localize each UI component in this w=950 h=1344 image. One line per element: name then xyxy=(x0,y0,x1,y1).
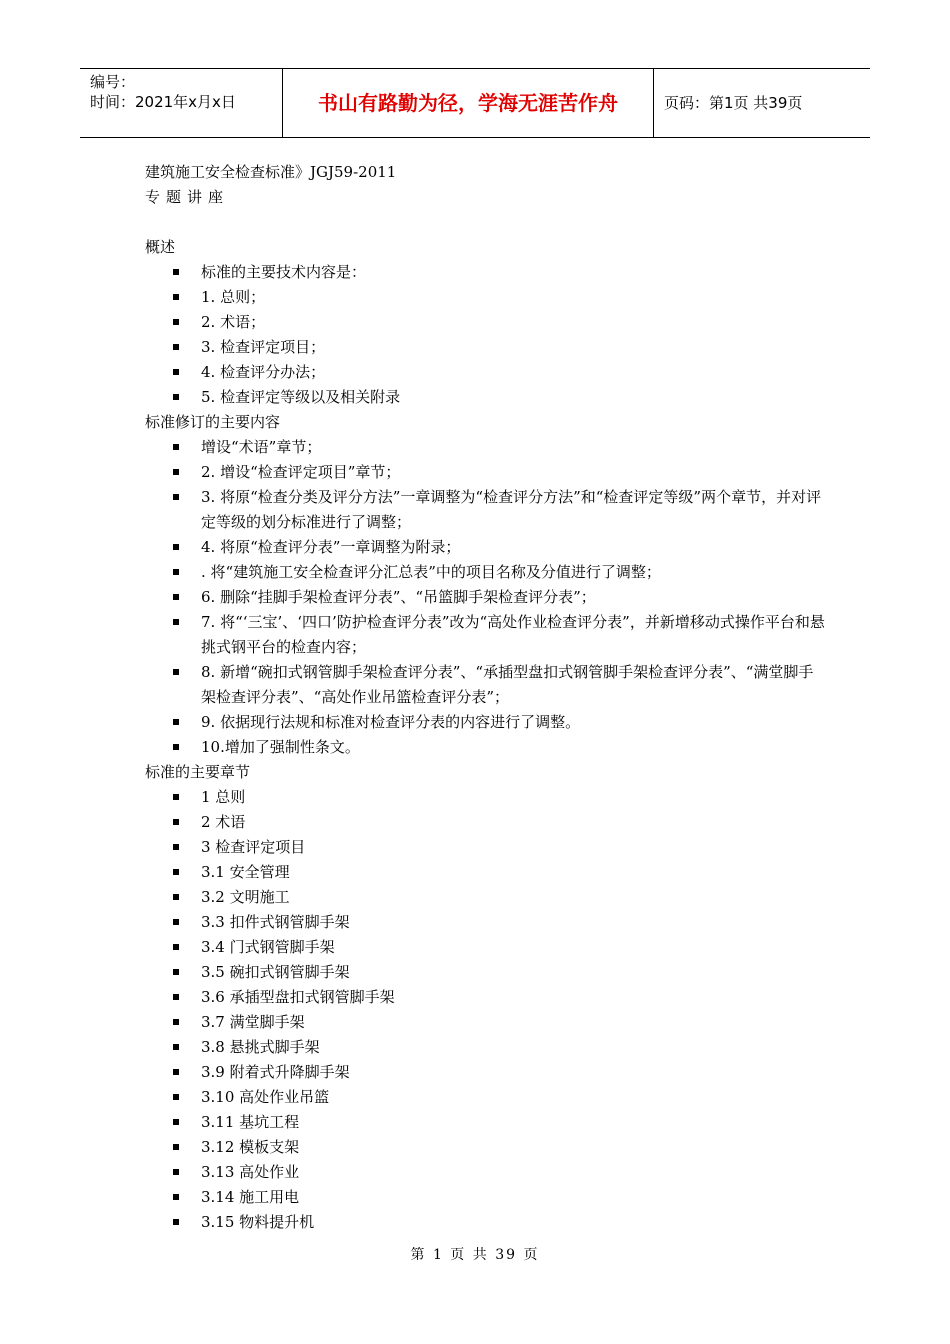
list-item: 3.3 扣件式钢管脚手架 xyxy=(145,910,825,935)
list-item: 3. 检查评定项目； xyxy=(145,335,825,360)
bullet-list xyxy=(145,785,825,1235)
bullet-list xyxy=(145,435,825,760)
list-item: 3.9 附着式升降脚手架 xyxy=(145,1060,825,1085)
list-item: 3.2 文明施工 xyxy=(145,885,825,910)
list-item: 3.15 物料提升机 xyxy=(145,1210,825,1235)
document-subtitle: 专题讲座 xyxy=(145,188,230,206)
list-item: . 将“建筑施工安全检查评分汇总表”中的项目名称及分值进行了调整； xyxy=(145,560,825,585)
list-item: 4. 将原“检查评分表”一章调整为附录； xyxy=(145,535,825,560)
list-item: 3.10 高处作业吊篮 xyxy=(145,1085,825,1110)
list-item: 9. 依据现行法规和标准对检查评分表的内容进行了调整。 xyxy=(145,710,825,735)
page-header xyxy=(80,68,870,138)
header-motto: 书山有路勤为径，学海无涯苦作舟 xyxy=(282,69,654,137)
section-heading: 概述 xyxy=(145,238,176,256)
list-item: 3.6 承插型盘扣式钢管脚手架 xyxy=(145,985,825,1010)
list-item: 5. 检查评定等级以及相关附录 xyxy=(145,385,825,410)
list-item: 8. 新增“碗扣式钢管脚手架检查评分表”、“承插型盘扣式钢管脚手架检查评分表”、“满堂脚手架检查评分表”、“高处作业吊篮检查评分表”； xyxy=(145,660,825,710)
page-footer: 第 1 页 共 39 页 xyxy=(410,1247,540,1263)
list-item: 1 总则 xyxy=(145,785,825,810)
section-heading: 标准的主要章节 xyxy=(145,763,251,781)
list-item: 6. 删除“挂脚手架检查评分表”、“吊篮脚手架检查评分表”； xyxy=(145,585,825,610)
list-item: 10.增加了强制性条文。 xyxy=(145,735,825,760)
list-item: 3.5 碗扣式钢管脚手架 xyxy=(145,960,825,985)
list-item: 3.12 模板支架 xyxy=(145,1135,825,1160)
list-item: 7. 将“‘三宝’、‘四口’防护检查评分表”改为“高处作业检查评分表”，并新增移动式操作平台和悬挑式钢平台的检查内容； xyxy=(145,610,825,660)
list-item: 3.7 满堂脚手架 xyxy=(145,1010,825,1035)
list-item: 3.4 门式钢管脚手架 xyxy=(145,935,825,960)
list-item: 3.13 高处作业 xyxy=(145,1160,825,1185)
list-item: 2. 增设“检查评定项目”章节； xyxy=(145,460,825,485)
list-item: 3.11 基坑工程 xyxy=(145,1110,825,1135)
list-item: 3. 将原“检查分类及评分方法”一章调整为“检查评分方法”和“检查评定等级”两个章节，并对评定等级的划分标准进行了调整； xyxy=(145,485,825,535)
list-item: 2. 术语； xyxy=(145,310,825,335)
bullet-list xyxy=(145,260,825,410)
list-item: 增设“术语”章节； xyxy=(145,435,825,460)
document-body xyxy=(145,160,825,1235)
list-item: 4. 检查评分办法； xyxy=(145,360,825,385)
document-title: 建筑施工安全检查标准》JGJ59-2011 xyxy=(145,163,397,181)
sections-container xyxy=(145,235,825,1235)
list-item: 3.14 施工用电 xyxy=(145,1185,825,1210)
list-item: 2 术语 xyxy=(145,810,825,835)
spacer xyxy=(145,210,825,235)
header-page-info: 页码：第1页 共39页 xyxy=(664,94,803,112)
time-label: 时间：2021年x月x日 xyxy=(90,93,236,111)
list-item: 1. 总则； xyxy=(145,285,825,310)
list-item: 3.8 悬挑式脚手架 xyxy=(145,1035,825,1060)
list-item: 标准的主要技术内容是： xyxy=(145,260,825,285)
list-item: 3 检查评定项目 xyxy=(145,835,825,860)
header-meta xyxy=(80,69,282,137)
list-item: 3.1 安全管理 xyxy=(145,860,825,885)
serial-label: 编号： xyxy=(90,73,136,91)
section-heading: 标准修订的主要内容 xyxy=(145,413,281,431)
